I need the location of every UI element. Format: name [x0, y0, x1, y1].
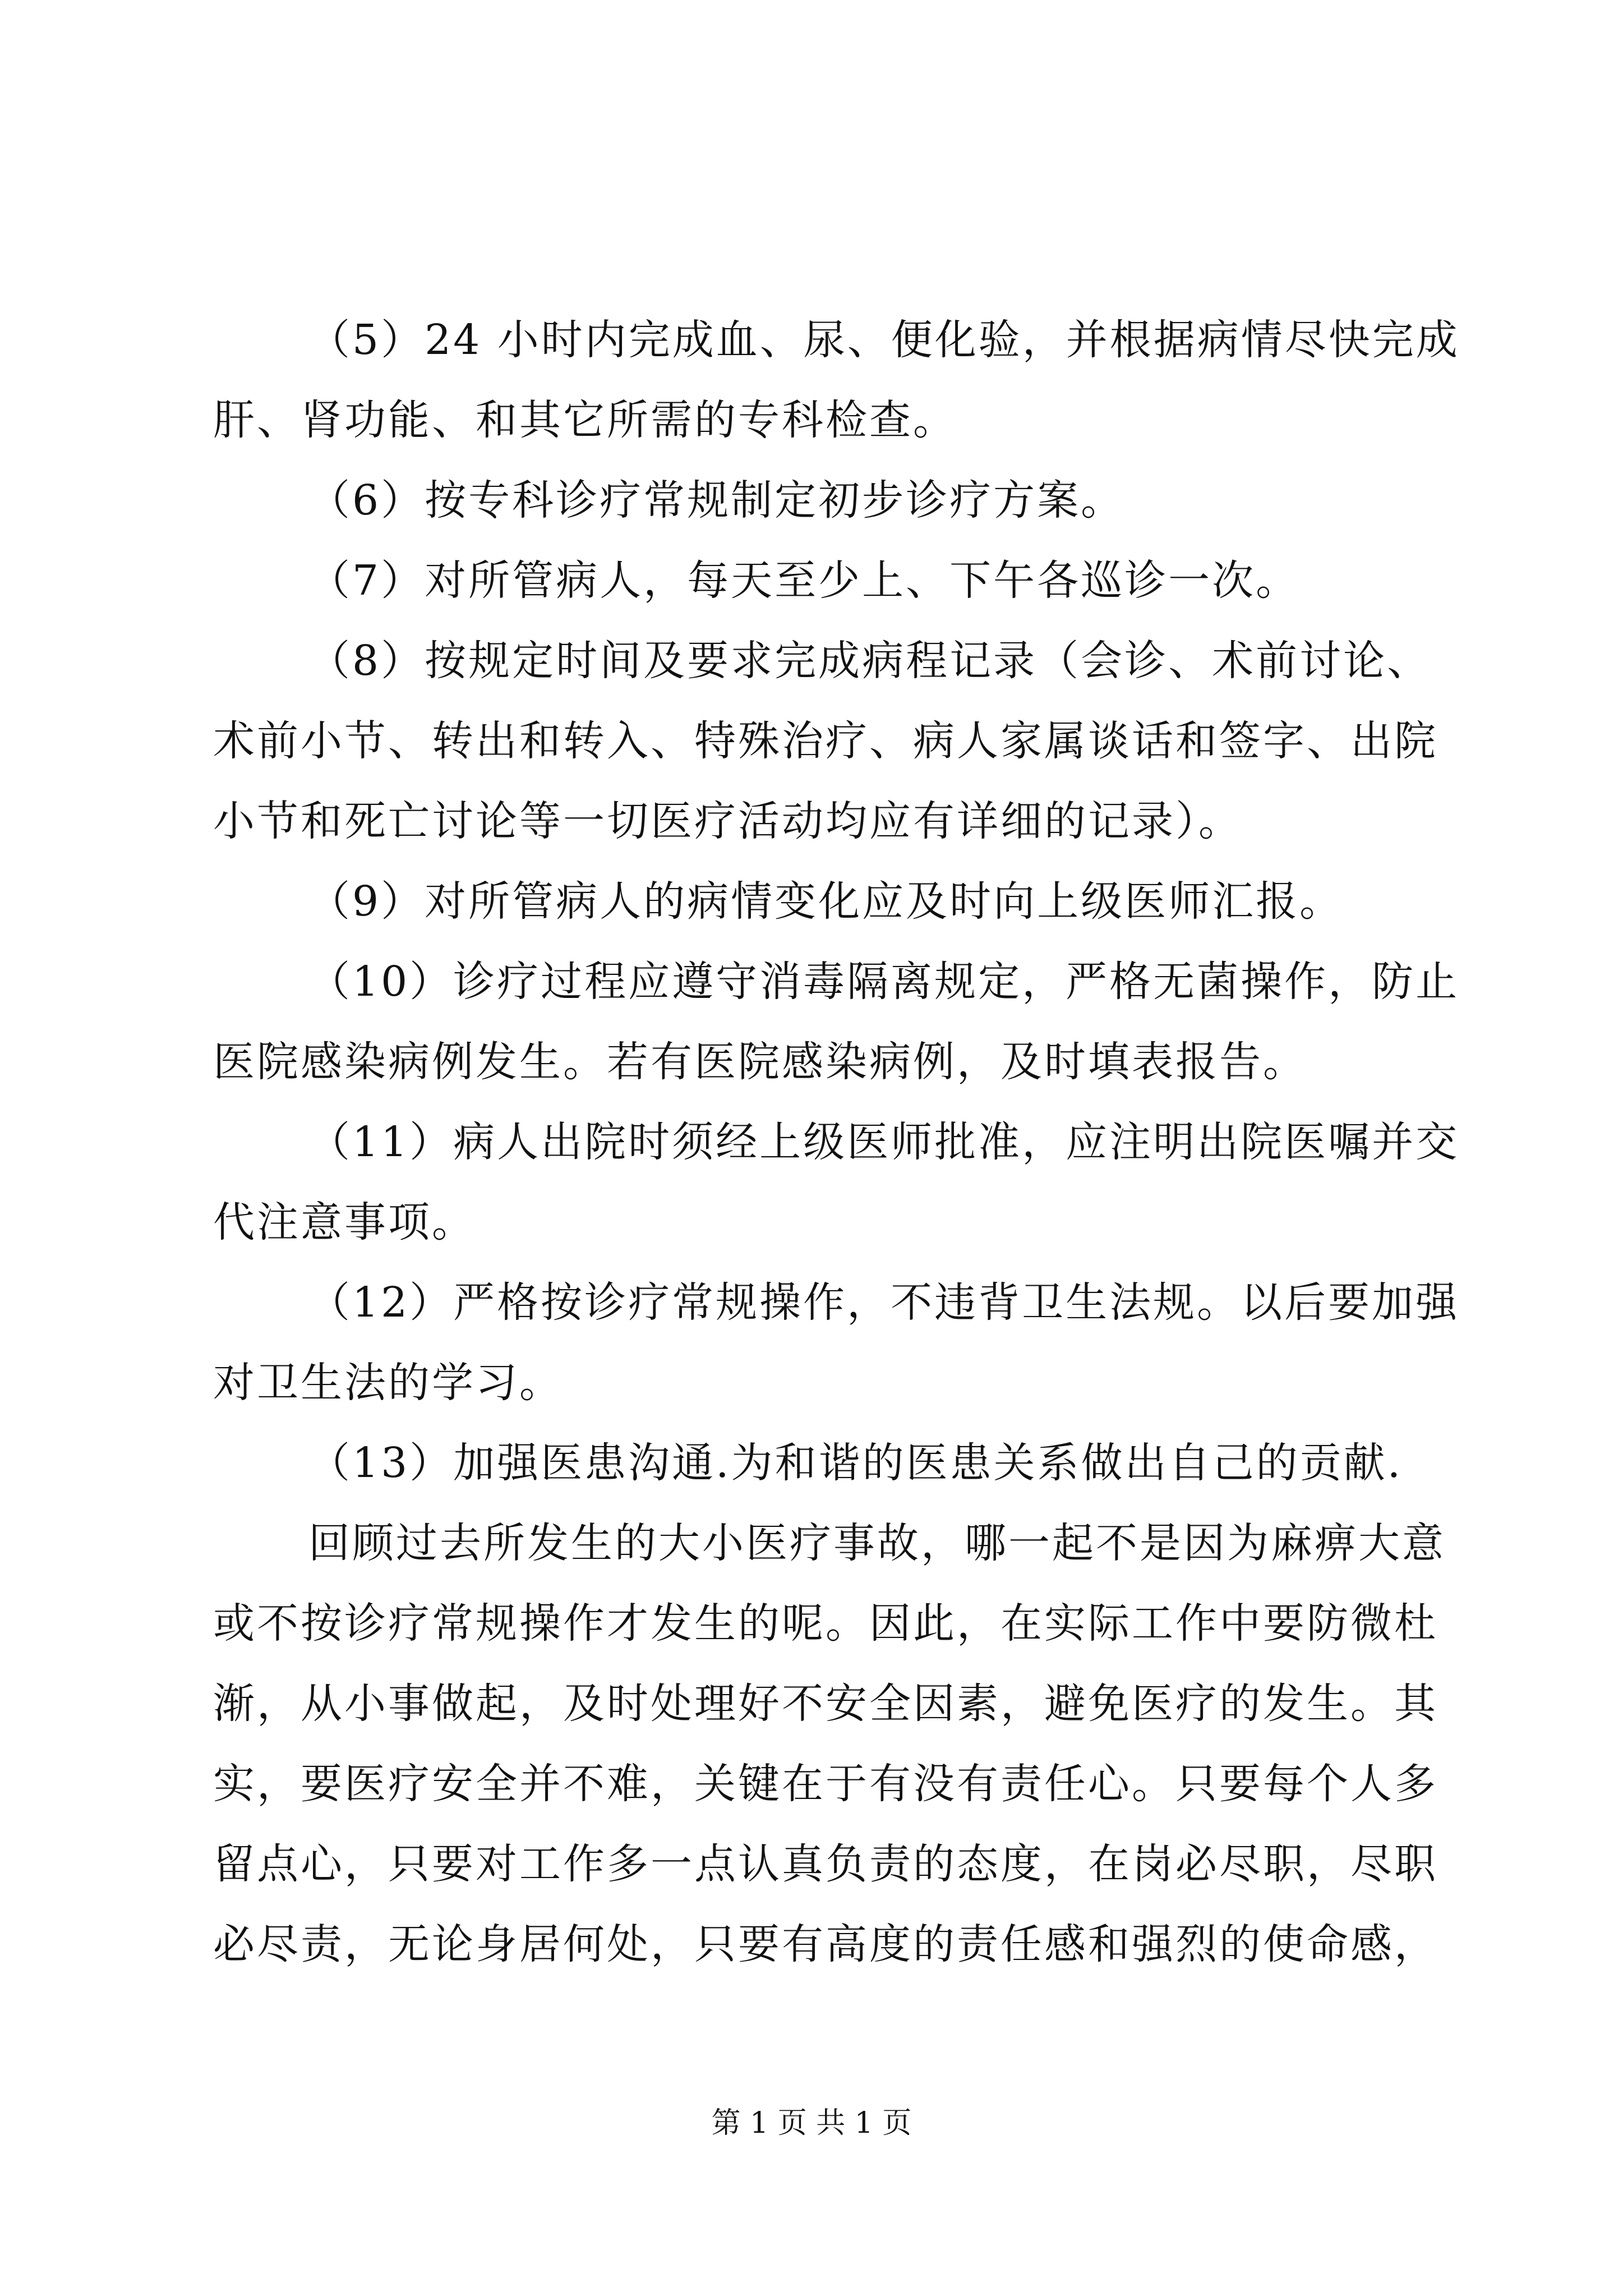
text-line: 肝、肾功能、和其它所需的专科检查。: [213, 396, 957, 444]
text-line: （6）按专科诊疗常规制定初步诊疗方案。: [308, 476, 1125, 524]
text-line: 回顾过去所发生的大小医疗事故，哪一起不是因为麻痹大意: [308, 1519, 1446, 1567]
text-line: （12）严格按诊疗常规操作，不违背卫生法规。以后要加强: [308, 1278, 1460, 1327]
text-line: 实，要医疗安全并不难，关键在于有没有责任心。只要每个人多: [213, 1760, 1438, 1808]
text-line: 留点心，只要对工作多一点认真负责的态度，在岗必尽职，尽职: [213, 1840, 1438, 1888]
text-line: 小节和死亡讨论等一切医疗活动均应有详细的记录）。: [213, 797, 1242, 845]
text-line: 或不按诊疗常规操作才发生的呢。因此，在实际工作中要防微杜: [213, 1599, 1438, 1648]
text-line: 代注意事项。: [213, 1198, 476, 1246]
text-line: （13）加强医患沟通.为和谐的医患关系做出自己的贡献.: [308, 1439, 1403, 1487]
text-line: （8）按规定时间及要求完成病程记录（会诊、术前讨论、: [308, 637, 1431, 685]
text-line: 必尽责，无论身居何处，只要有高度的责任感和强烈的使命感，: [213, 1920, 1438, 1968]
text-line: （10）诊疗过程应遵守消毒隔离规定，严格无菌操作，防止: [308, 958, 1460, 1006]
text-line: 术前小节、转出和转入、特殊治疗、病人家属谈话和签字、出院: [213, 717, 1438, 765]
page-footer: 第 1 页 共 1 页: [711, 2106, 912, 2140]
text-line: 医院感染病例发生。若有医院感染病例，及时填表报告。: [213, 1038, 1307, 1086]
text-line: （11）病人出院时须经上级医师批准，应注明出院医嘱并交: [308, 1118, 1460, 1166]
text-line: 渐，从小事做起，及时处理好不安全因素，避免医疗的发生。其: [213, 1680, 1438, 1728]
text-line: （7）对所管病人，每天至少上、下午各巡诊一次。: [308, 556, 1300, 605]
text-line: （9）对所管病人的病情变化应及时向上级医师汇报。: [308, 877, 1344, 926]
document-body: [213, 300, 1460, 1985]
text-line: （5）24 小时内完成血、尿、便化验，并根据病情尽快完成: [308, 316, 1460, 364]
text-line: 对卫生法的学习。: [213, 1359, 563, 1407]
